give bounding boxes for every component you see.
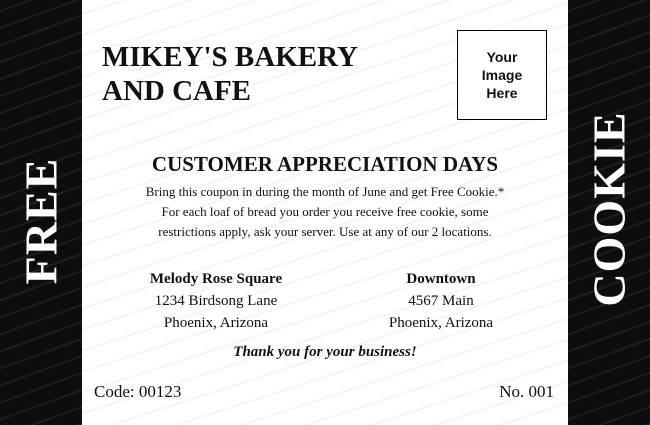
image-placeholder — [457, 30, 547, 120]
image-placeholder-line: Here — [486, 85, 518, 101]
business-name-line1: MIKEY'S BAKERY — [102, 41, 358, 73]
right-side-band — [568, 0, 650, 425]
cookie-label: COOKIE — [583, 110, 635, 307]
image-placeholder-line: Image — [481, 67, 523, 83]
business-name-line2: AND CAFE — [102, 75, 252, 107]
description-line: For each loaf of bread you order you receive free cookie, some — [161, 204, 489, 219]
business-name — [102, 40, 422, 108]
location-city: Phoenix, Arizona — [163, 315, 269, 331]
description-line: restrictions apply, ask your server. Use at any of our 2 locations. — [158, 224, 492, 239]
location-name: Melody Rose Square — [149, 271, 283, 287]
location-street: 4567 Main — [408, 293, 474, 309]
coupon-code: Code: 00123 — [94, 382, 182, 401]
image-placeholder-line: Your — [486, 49, 518, 65]
left-side-band — [0, 0, 82, 425]
location-city: Phoenix, Arizona — [388, 315, 494, 331]
location-downtown — [331, 268, 551, 334]
location-melody-rose — [106, 268, 326, 334]
free-label: FREE — [15, 157, 67, 284]
location-name: Downtown — [406, 271, 476, 287]
coupon-number: No. 001 — [499, 382, 554, 401]
coupon-body — [82, 0, 568, 425]
thank-you-note: Thank you for your business! — [233, 344, 417, 360]
offer-description — [100, 182, 550, 242]
description-line: Bring this coupon in during the month of June and get Free Cookie.* — [145, 184, 505, 199]
location-street: 1234 Birdsong Lane — [154, 293, 278, 309]
headline: CUSTOMER APPRECIATION DAYS — [151, 152, 499, 176]
